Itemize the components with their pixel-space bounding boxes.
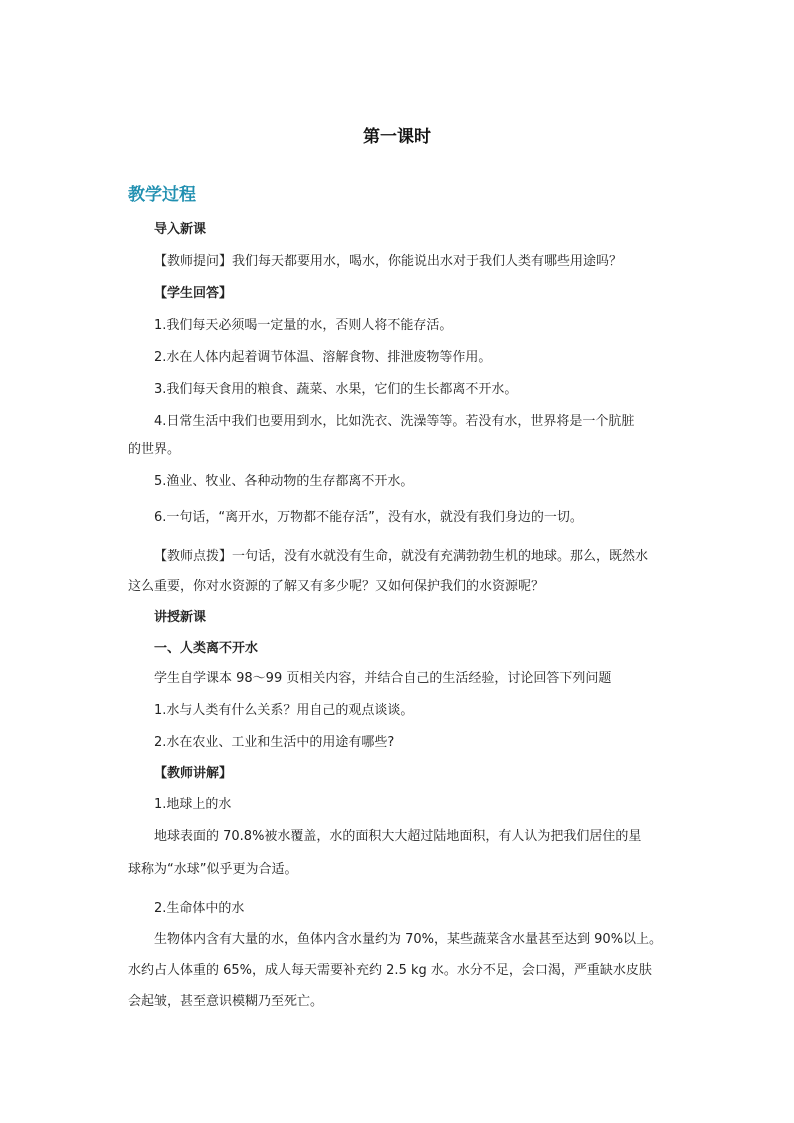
- body-line: 3.我们每天食用的粮食、蔬菜、水果，它们的生长都离不开水。: [154, 382, 518, 397]
- body-line: 【学生回答】: [154, 286, 233, 301]
- body-line: 学生自学课本 98～99 页相关内容，并结合自己的生活经验，讨论回答下列问题: [154, 671, 612, 686]
- body-line: 【教师提问】我们每天都要用水，喝水，你能说出水对于我们人类有哪些用途吗？: [154, 254, 623, 269]
- body-line: 会起皱，甚至意识模糊乃至死亡。: [128, 994, 324, 1009]
- body-line: 2.水在农业、工业和生活中的用途有哪些?: [154, 735, 395, 750]
- body-line: 一、人类离不开水: [154, 641, 259, 656]
- body-line: 地球表面的 70.8%被水覆盖，水的面积大大超过陆地面积，有人认为把我们居住的星: [154, 829, 642, 844]
- section-heading: 教学过程: [128, 185, 196, 205]
- body-line: 【教师讲解】: [154, 766, 233, 781]
- body-line: 导入新课: [154, 222, 207, 237]
- body-line: 1.地球上的水: [154, 797, 232, 812]
- body-line: 1.我们每天必须喝一定量的水，否则人将不能存活。: [154, 318, 453, 333]
- body-line: 的世界。: [128, 442, 181, 457]
- page-title: 第一课时: [363, 127, 431, 147]
- body-line: 6.一句话，“离开水，万物都不能存活”，没有水，就没有我们身边的一切。: [154, 510, 583, 525]
- body-line: 2.水在人体内起着调节体温、溶解食物、排泄废物等作用。: [154, 350, 492, 365]
- body-line: 这么重要，你对水资源的了解又有多少呢？又如何保护我们的水资源呢？: [128, 579, 545, 594]
- body-line: 球称为“水球”似乎更为合适。: [128, 862, 298, 877]
- body-line: 5.渔业、牧业、各种动物的生存都离不开水。: [154, 474, 414, 489]
- body-line: 2.生命体中的水: [154, 901, 245, 916]
- body-line: 1.水与人类有什么关系？用自己的观点谈谈。: [154, 703, 414, 718]
- body-line: 水约占人体重的 65%，成人每天需要补充约 2.5 kg 水。水分不足，会口渴，严重缺水皮肤: [128, 963, 652, 978]
- body-line: 4.日常生活中我们也要用到水，比如洗衣、洗澡等等。若没有水，世界将是一个肮脏: [154, 414, 635, 429]
- body-line: 讲授新课: [154, 610, 207, 625]
- body-line: 【教师点拨】一句话，没有水就没有生命，就没有充满勃勃生机的地球。那么，既然水: [154, 549, 649, 564]
- body-line: 生物体内含有大量的水，鱼体内含水量约为 70%，某些蔬菜含水量甚至达到 90%以上。: [154, 932, 663, 947]
